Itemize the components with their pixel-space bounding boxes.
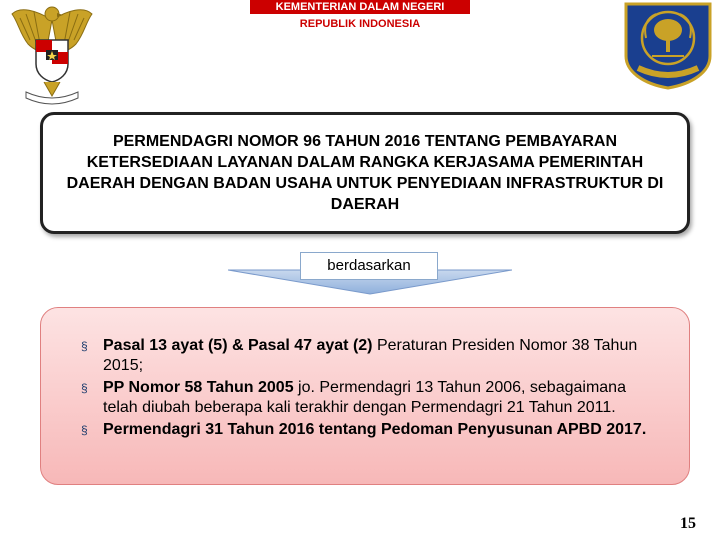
bullet-icon: § xyxy=(81,381,88,395)
basis-item-text: Peraturan Presiden Nomor 38 Tahun 2015; xyxy=(103,337,638,374)
list-item xyxy=(81,336,665,376)
org-name: KEMENTERIAN DALAM NEGERI xyxy=(275,1,445,13)
page-number: 15 xyxy=(680,515,696,532)
list-item xyxy=(81,420,665,440)
garuda-emblem-icon xyxy=(6,0,98,108)
basis-item-bold: PP Nomor 58 Tahun 2005 xyxy=(103,379,294,396)
basis-item-text: jo. Permendagri 13 Tahun 2006, sebagaimana telah diubah beberapa kali terakhir dengan Permendagri 21 Tahun 2011. xyxy=(103,379,626,416)
ministry-emblem-icon xyxy=(622,0,714,90)
list-item xyxy=(81,378,665,418)
org-country: REPUBLIK INDONESIA xyxy=(299,18,421,30)
basis-item-bold: Pasal 13 ayat (5) & Pasal 47 ayat (2) xyxy=(103,337,373,354)
basis-item-bold: Permendagri 31 Tahun 2016 tentang Pedoman Penyusunan APBD 2017. xyxy=(103,421,647,438)
bullet-icon: § xyxy=(81,423,88,437)
regulation-title-box xyxy=(40,112,690,234)
legal-basis-box xyxy=(40,307,690,485)
legal-basis-list xyxy=(81,336,665,440)
bullet-icon: § xyxy=(81,339,88,353)
regulation-title: PERMENDAGRI NOMOR 96 TAHUN 2016 TENTANG PEMBAYARAN KETERSEDIAAN LAYANAN DALAM RANGKA KERJASAMA PEMERINTAH DAERAH DENGAN BADAN USAHA UNTUK PENYEDIAAN INFRASTRUKTUR DI DAERAH xyxy=(66,133,664,213)
basis-label: berdasarkan xyxy=(300,252,438,280)
